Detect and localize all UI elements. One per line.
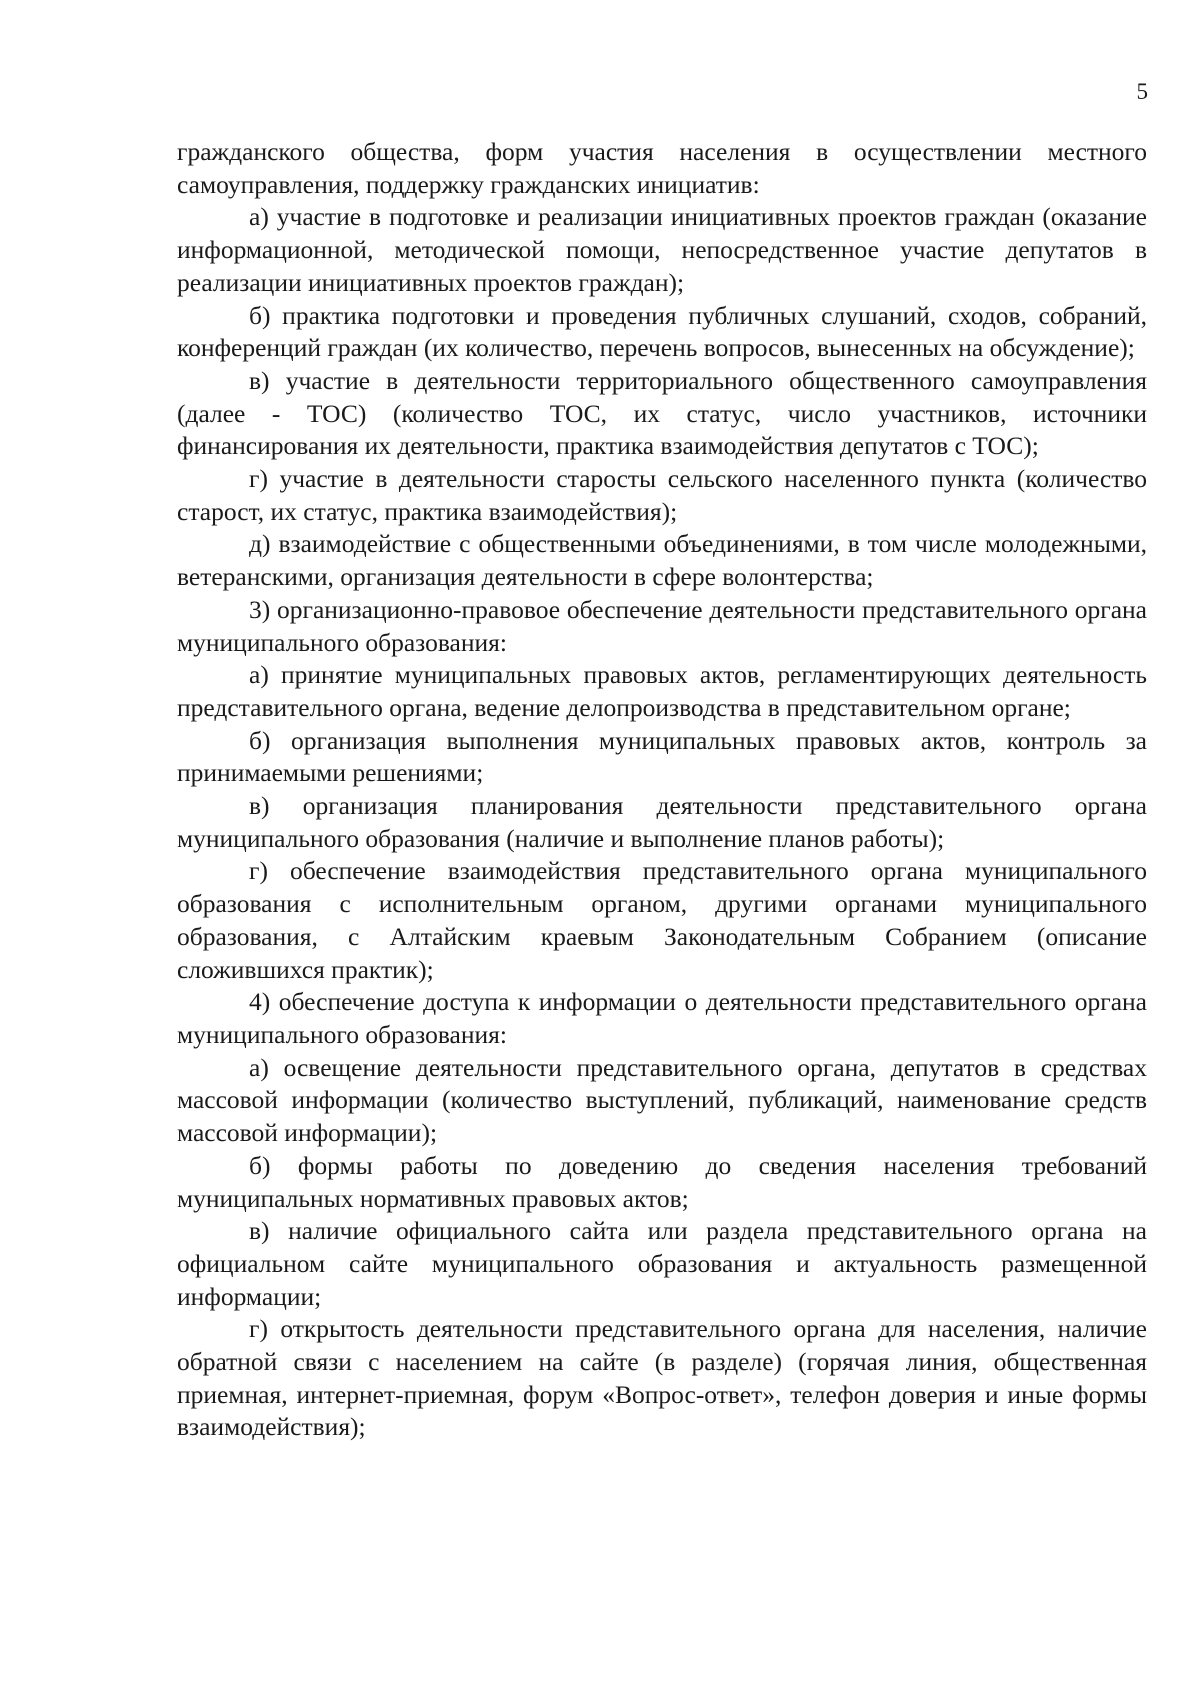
paragraph-item-a-initiative-projects: а) участие в подготовке и реализации инициативных проектов граждан (оказание информационной, методической помощи, непосредственное участие депутатов в реализации инициативных проектов граждан); bbox=[177, 202, 1147, 297]
paragraph-item-b-public-hearings: б) практика подготовки и проведения публичных слушаний, сходов, собраний, конференций граждан (их количество, перечень вопросов, вынесенных на обсуждение); bbox=[177, 300, 1147, 363]
paragraph-item-d-public-associations: д) взаимодействие с общественными объединениями, в том числе молодежными, ветеранскими, организация деятельности в сфере волонтерства; bbox=[177, 529, 1147, 592]
paragraph-item-a-legal-acts: а) принятие муниципальных правовых актов, регламентирующих деятельность представительного органа, ведение делопроизводства в представительном органе; bbox=[177, 660, 1147, 722]
page-number: 5 bbox=[1136, 79, 1148, 104]
paragraph-item-v-tos: в) участие в деятельности территориального общественного самоуправления (далее - ТОС) (количество ТОС, их статус, число участников, источники финансирования их деятельности, практика взаимодействия депутатов с ТОС); bbox=[177, 365, 1147, 461]
paragraph-item-g-interaction: г) обеспечение взаимодействия представительного органа муниципального образования с исполнительным органом, другими органами муниципального образования, с Алтайским краевым Законодательным Собранием (описание сложившихся практик); bbox=[177, 856, 1147, 984]
paragraph-item-g-openness: г) открытость деятельности представительного органа для населения, наличие обратной связи с населением на сайте (в разделе) (горячая линия, общественная приемная, интернет-приемная, форум «Вопрос-ответ», телефон доверия и иные формы взаимодействия); bbox=[177, 1314, 1147, 1442]
paragraph-section-4-information-access: 4) обеспечение доступа к информации о деятельности представительного органа муниципального образования: bbox=[177, 987, 1147, 1049]
paragraph-item-v-official-website: в) наличие официального сайта или раздела представительного органа на официальном сайте муниципального образования и актуальность размещенной информации; bbox=[177, 1216, 1147, 1311]
paragraph-section-3-legal-support: 3) организационно-правовое обеспечение деятельности представительного органа муниципального образования: bbox=[177, 594, 1147, 657]
paragraph-item-g-village-elder: г) участие в деятельности старосты сельского населенного пункта (количество старост, их статус, практика взаимодействия); bbox=[177, 464, 1147, 526]
paragraph-item-b-execution-control: б) организация выполнения муниципальных правовых актов, контроль за принимаемыми решениями; bbox=[177, 725, 1147, 788]
document-body bbox=[177, 136, 1147, 1444]
paragraph-item-v-planning: в) организация планирования деятельности представительного органа муниципального образования (наличие и выполнение планов работы); bbox=[177, 791, 1147, 853]
paragraph-continuation: гражданского общества, форм участия населения в осуществлении местного самоуправления, поддержку гражданских инициатив: bbox=[177, 137, 1147, 199]
paragraph-item-a-media-coverage: а) освещение деятельности представительного органа, депутатов в средствах массовой информации (количество выступлений, публикаций, наименование средств массовой информации); bbox=[177, 1052, 1147, 1148]
paragraph-item-b-informing-population: б) формы работы по доведению до сведения населения требований муниципальных нормативных правовых актов; bbox=[177, 1150, 1147, 1213]
